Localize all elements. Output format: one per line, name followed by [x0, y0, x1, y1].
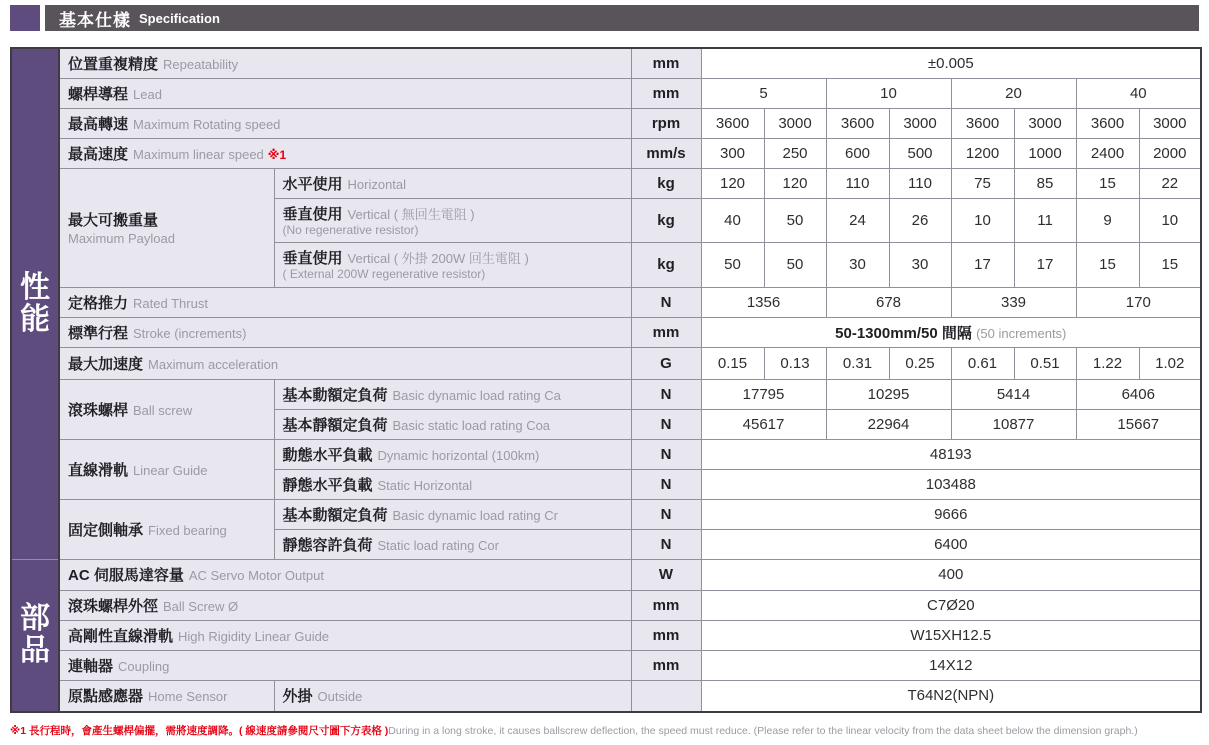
label-en: AC Servo Motor Output: [188, 568, 324, 583]
value-cell: 24: [826, 198, 889, 242]
table-row: [11, 317, 1201, 347]
value-cell: 3600: [951, 108, 1014, 138]
value-cell: 3000: [1139, 108, 1201, 138]
value-cell: ±0.005: [701, 48, 1201, 78]
section-header: [10, 5, 1199, 31]
value-cell: 22964: [826, 409, 951, 439]
value-cell: 85: [1014, 168, 1076, 198]
value-cell: 250: [764, 138, 826, 168]
row-bearing-static-label: [274, 529, 631, 559]
unit-cell: N: [631, 499, 701, 529]
label-zh: 滾珠螺桿: [68, 401, 129, 419]
row-guide-dynamic-label: [274, 439, 631, 469]
value-cell: 10295: [826, 379, 951, 409]
value-cell: 103488: [701, 469, 1201, 499]
value-cell: 170: [1076, 287, 1201, 317]
label-zh: 最高轉速: [68, 115, 129, 133]
label-zh: 高剛性直線滑軌: [68, 627, 174, 645]
footnote-ref: ※1: [267, 147, 287, 162]
value-cell: 14X12: [701, 650, 1201, 680]
value-cell: 50: [701, 242, 764, 287]
value-cell: 40: [701, 198, 764, 242]
value-cell: 1.22: [1076, 347, 1139, 379]
label-en: Horizontal: [347, 176, 407, 192]
table-row: [11, 168, 1201, 198]
label-en: Home Sensor: [148, 689, 228, 705]
label-en: Maximum Payload: [68, 231, 175, 246]
row-bearing-dynamic-label: [274, 499, 631, 529]
row-rotating-speed-label: [59, 108, 631, 138]
value-cell: 5414: [951, 379, 1076, 409]
row-linear-speed-label: [59, 138, 631, 168]
value-cell: 6406: [1076, 379, 1201, 409]
unit-cell: mm: [631, 620, 701, 650]
group-linear-guide-label: [59, 439, 274, 499]
label-zh: 連軸器: [68, 657, 114, 675]
value-cell: 2400: [1076, 138, 1139, 168]
label-en-line2: (No regenerative resistor): [282, 222, 419, 237]
footnote: [10, 721, 1138, 739]
label-en: Coupling: [118, 658, 170, 674]
unit-cell: kg: [631, 168, 701, 198]
label-en: Basic dynamic load rating Ca: [392, 387, 561, 403]
value-cell: 3600: [1076, 108, 1139, 138]
unit-cell: rpm: [631, 108, 701, 138]
unit-cell: mm: [631, 78, 701, 108]
label-en: Maximum linear speed: [133, 146, 264, 162]
value-cell: 3000: [889, 108, 951, 138]
footnote-text-zh: ※1 長行程時，會產生螺桿偏擺，需將速度調降。( 線速度請參閱尺寸圖下方表格 ): [10, 725, 389, 737]
value-cell: 45617: [701, 409, 826, 439]
unit-cell: mm: [631, 590, 701, 620]
value-cell: 10: [826, 78, 951, 108]
table-row: [11, 108, 1201, 138]
row-servo-output-label: [59, 559, 631, 590]
value-cell: 1200: [951, 138, 1014, 168]
value-cell: 17795: [701, 379, 826, 409]
row-payload-vertical-extregen-label: [274, 242, 631, 287]
value-cell: 400: [701, 559, 1201, 590]
row-guide-static-label: [274, 469, 631, 499]
value-cell: [701, 317, 1201, 347]
value-cell: 1356: [701, 287, 826, 317]
value-cell: 30: [826, 242, 889, 287]
sidebar-performance: [11, 48, 59, 559]
table-row: [11, 680, 1201, 712]
header-accent-square: [10, 5, 40, 31]
label-en: Fixed bearing: [148, 522, 227, 538]
value-cell: 20: [951, 78, 1076, 108]
label-zh: 基本動額定負荷: [282, 506, 388, 524]
label-en: Maximum acceleration: [148, 356, 279, 372]
value-cell: 1.02: [1139, 347, 1201, 379]
label-zh: 直線滑軌: [68, 461, 129, 479]
value-cell: 17: [951, 242, 1014, 287]
row-payload-vertical-noregen-label: [274, 198, 631, 242]
row-home-sensor-label: [59, 680, 274, 712]
label-en-line2: ( External 200W regenerative resistor): [282, 267, 486, 282]
unit-cell: W: [631, 559, 701, 590]
value-cell: 3000: [764, 108, 826, 138]
label-zh: 動態水平負載: [282, 446, 373, 464]
row-stroke-label: [59, 317, 631, 347]
unit-cell: mm: [631, 317, 701, 347]
table-row: [11, 78, 1201, 108]
value-cell: 9: [1076, 198, 1139, 242]
unit-cell: kg: [631, 242, 701, 287]
value-cell: 0.51: [1014, 347, 1076, 379]
row-repeatability-label: [59, 48, 631, 78]
row-payload-horizontal-label: [274, 168, 631, 198]
unit-cell: N: [631, 529, 701, 559]
label-zh: AC 伺服馬達容量: [68, 567, 184, 584]
label-zh: 最高速度: [68, 145, 129, 163]
label-en: Rated Thrust: [133, 295, 208, 311]
unit-cell: mm: [631, 48, 701, 78]
label-en: Vertical ( 無回生電阻 ): [347, 206, 475, 222]
label-en: Vertical ( 外掛 200W 回生電阻 ): [347, 251, 529, 267]
value-cell: 11: [1014, 198, 1076, 242]
stroke-value-main: 50-1300mm/50 間隔: [835, 324, 972, 342]
table-row: [11, 439, 1201, 469]
table-row: [11, 620, 1201, 650]
unit-cell: G: [631, 347, 701, 379]
value-cell: 120: [701, 168, 764, 198]
label-zh: 垂直使用: [282, 250, 343, 268]
value-cell: 15667: [1076, 409, 1201, 439]
sidebar-parts-label: 部品: [20, 602, 50, 668]
table-row: [11, 499, 1201, 529]
value-cell: 10: [1139, 198, 1201, 242]
label-zh: 固定側軸承: [68, 521, 144, 539]
value-cell: 1000: [1014, 138, 1076, 168]
value-cell: 10877: [951, 409, 1076, 439]
label-zh: 外掛: [282, 688, 313, 706]
table-row: [11, 379, 1201, 409]
label-zh: 水平使用: [282, 175, 343, 193]
label-en: Static load rating Cor: [377, 537, 499, 553]
value-cell: T64N2(NPN): [701, 680, 1201, 712]
value-cell: 0.25: [889, 347, 951, 379]
value-cell: 339: [951, 287, 1076, 317]
table-row: [11, 347, 1201, 379]
row-lead-label: [59, 78, 631, 108]
unit-cell: mm: [631, 650, 701, 680]
value-cell: 75: [951, 168, 1014, 198]
label-zh: 基本靜額定負荷: [282, 416, 388, 434]
value-cell: 48193: [701, 439, 1201, 469]
label-zh: 定格推力: [68, 294, 129, 312]
table-row: [11, 559, 1201, 590]
label-en: Lead: [133, 86, 162, 102]
unit-cell: N: [631, 287, 701, 317]
label-en: Static Horizontal: [377, 477, 473, 493]
label-en: Stroke (increments): [133, 325, 247, 341]
unit-cell: [631, 680, 701, 712]
value-cell: 15: [1076, 242, 1139, 287]
row-ballscrew-dia-label: [59, 590, 631, 620]
value-cell: 10: [951, 198, 1014, 242]
value-cell: 3000: [1014, 108, 1076, 138]
sidebar-parts: [11, 559, 59, 712]
row-rigidity-guide-label: [59, 620, 631, 650]
label-zh: 標準行程: [68, 324, 129, 342]
row-ballscrew-dynamic-label: [274, 379, 631, 409]
page-title-zh: 基本仕樣: [59, 10, 131, 30]
label-zh: 原點感應器: [68, 688, 144, 706]
value-cell: 300: [701, 138, 764, 168]
unit-cell: mm/s: [631, 138, 701, 168]
value-cell: 22: [1139, 168, 1201, 198]
footnote-text-en: During in a long stroke, it causes ballscrew deflection, the speed must reduce. (Please refer to the linear velocity from the data sheet below the dimension graph.): [388, 725, 1138, 737]
row-ballscrew-static-label: [274, 409, 631, 439]
label-en: Basic static load rating Coa: [392, 417, 551, 433]
label-en: Maximum Rotating speed: [133, 116, 281, 132]
group-payload-label: [59, 168, 274, 287]
value-cell: 6400: [701, 529, 1201, 559]
value-cell: 9666: [701, 499, 1201, 529]
value-cell: C7Ø20: [701, 590, 1201, 620]
label-zh: 最大可搬重量: [68, 212, 159, 229]
value-cell: W15XH12.5: [701, 620, 1201, 650]
table-row: [11, 590, 1201, 620]
unit-cell: N: [631, 379, 701, 409]
label-en: Repeatability: [163, 56, 239, 72]
sidebar-performance-label: 性能: [20, 270, 50, 336]
page-title-en: Specification: [139, 10, 220, 26]
value-cell: 3600: [826, 108, 889, 138]
group-ball-screw-label: [59, 379, 274, 439]
label-zh: 垂直使用: [282, 205, 343, 223]
label-zh: 最大加速度: [68, 355, 144, 373]
value-cell: 15: [1139, 242, 1201, 287]
row-coupling-label: [59, 650, 631, 680]
group-fixed-bearing-label: [59, 499, 274, 559]
stroke-value-sub: (50 increments): [976, 325, 1067, 341]
value-cell: 120: [764, 168, 826, 198]
unit-cell: N: [631, 439, 701, 469]
label-en: Outside: [317, 689, 363, 705]
value-cell: 0.31: [826, 347, 889, 379]
unit-cell: kg: [631, 198, 701, 242]
value-cell: 50: [764, 242, 826, 287]
value-cell: 600: [826, 138, 889, 168]
label-en: Dynamic horizontal (100km): [377, 447, 540, 463]
value-cell: 500: [889, 138, 951, 168]
label-en: Ball Screw Ø: [163, 598, 239, 614]
label-en: Ball screw: [133, 402, 193, 418]
value-cell: 678: [826, 287, 951, 317]
value-cell: 110: [889, 168, 951, 198]
label-zh: 滾珠螺桿外徑: [68, 597, 159, 615]
value-cell: 50: [764, 198, 826, 242]
value-cell: 0.13: [764, 347, 826, 379]
value-cell: 15: [1076, 168, 1139, 198]
label-zh: 靜態容許負荷: [282, 536, 373, 554]
value-cell: 40: [1076, 78, 1201, 108]
value-cell: 30: [889, 242, 951, 287]
value-cell: 0.61: [951, 347, 1014, 379]
label-zh: 靜態水平負載: [282, 476, 373, 494]
value-cell: 0.15: [701, 347, 764, 379]
value-cell: 17: [1014, 242, 1076, 287]
table-row: [11, 287, 1201, 317]
table-row: [11, 48, 1201, 78]
table-row: [11, 138, 1201, 168]
row-acceleration-label: [59, 347, 631, 379]
label-en: High Rigidity Linear Guide: [178, 628, 330, 644]
value-cell: 26: [889, 198, 951, 242]
value-cell: 3600: [701, 108, 764, 138]
value-cell: 2000: [1139, 138, 1201, 168]
label-zh: 螺桿導程: [68, 85, 129, 103]
value-cell: 110: [826, 168, 889, 198]
unit-cell: N: [631, 469, 701, 499]
unit-cell: N: [631, 409, 701, 439]
row-rated-thrust-label: [59, 287, 631, 317]
value-cell: 5: [701, 78, 826, 108]
header-bar: [45, 5, 1199, 31]
specification-table: [10, 47, 1202, 713]
label-en: Basic dynamic load rating Cr: [392, 507, 558, 523]
table-row: [11, 650, 1201, 680]
label-zh: 基本動額定負荷: [282, 386, 388, 404]
label-en: Linear Guide: [133, 462, 208, 478]
row-home-sensor-type-label: [274, 680, 631, 712]
label-zh: 位置重複精度: [68, 55, 159, 73]
